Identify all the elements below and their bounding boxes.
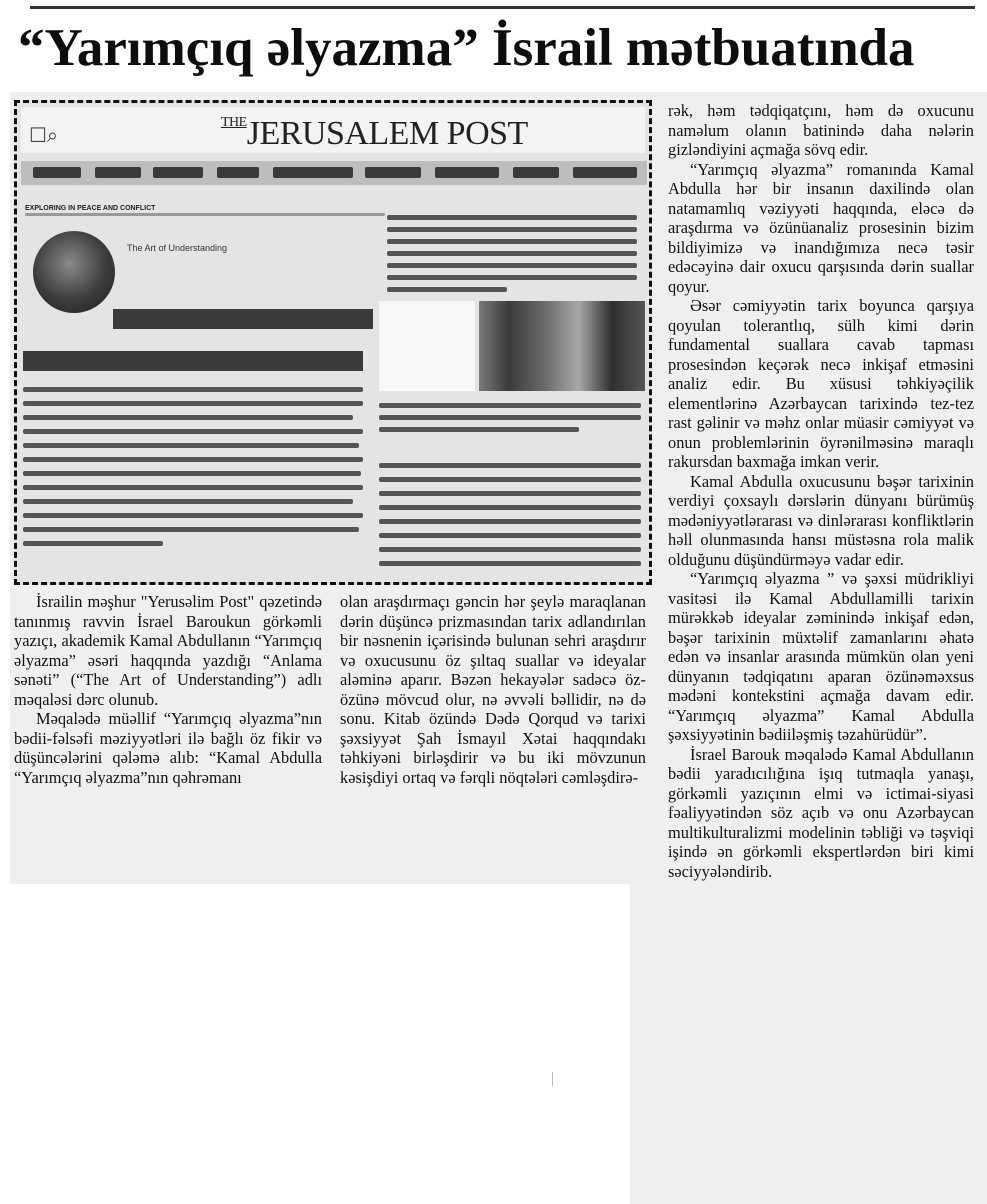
article-photo [479, 301, 645, 391]
author-avatar [33, 231, 115, 313]
paragraph: rək, həm tədqiqatçını, həm də oxucunu naməlum olanın batinində daha nələrin gizləndiyini açmağa sövq edir. [668, 101, 974, 159]
paragraph: İsrailin məşhur "Yerusəlim Post" qəzetində tanınmış ravvin İsrael Baroukun görkəmli yazıçı, akademik Kamal Abdullanın “Yarımçıq əlyazma” əsəri haqqında yazdığı “Anlama sənəti” (“The Art of Understanding”) adlı məqaləsi dərc olunub. [14, 592, 322, 709]
paragraph: Məqalədə müəllif “Yarımçıq əlyazma”nın bədii-fəlsəfi məziyyətləri ilə bağlı öz fikir və düşüncələrini qələmə alıb: “Kamal Abdulla “Yarımçıq əlyazma”nın qəhrəmanı [14, 709, 322, 787]
article-column-2 [340, 592, 646, 787]
paper-clipping-tail [630, 880, 987, 1204]
photo-caption-area [379, 301, 475, 391]
paragraph: “Yarımçıq əlyazma ” və şəxsi müdrikliyi vasitəsi ilə Kamal Abdullamilli tarixin mürəkkəb ideyalar zəminində inkişaf edən, bəşər tarixinin müxtəlif zamanlarını əhatə edən və insanlar arasında mümkün olan yeni dünyanın tədqiqatını aparan özünəməxsus mədəni kontekstini açmağa davam edir. “Yarımçıq əlyazma” Kamal Abdulla şəxsiyyətinin bədiiləşmiş təzahürüdür”. [668, 569, 974, 744]
menu-search-icon: ☐⌕ [29, 125, 59, 147]
article-column-3 [668, 101, 974, 881]
site-logo: $^{THE}$JERUSALEM POST [221, 115, 528, 152]
top-rule [30, 6, 975, 9]
newspaper-figure [14, 100, 652, 585]
share-bar [113, 309, 373, 329]
paragraph: Əsər cəmiyyətin tarix boyunca qarşıya qoyulan tolerantlıq, sülh kimi dərin fundamental suallara cavab tapması prosesindən keçərək necə inkişaf etməsini analiz edir. Bu xüsusi təhkiyəçilik elementlərinə Azərbaycan tarixində tez-tez rast gəlinir və məhz onlar müasir cəmiyyət və onun problemlərinin öyrənilməsinə maraqlı rakursdan baxmağa imkan verir. [668, 296, 974, 471]
paragraph: olan araşdırmaçı gəncin hər şeylə maraqlanan dərin düşüncə prizmasından tarix adlandırılan bir nəsnenin içərisində bulunan sehri araşdırır və oxucusunu öz şıltaq suallar və ideyalar aləminə aparır. Bəzən hekayələr sadəcə öz-özünə mövcud olur, nə əvvəli bəllidir, nə də sonu. Kitab özündə Dədə Qorqud və tarixi şəxsiyyət Şah İsmayıl Xətai haqqındakı təhkiyəni birləşdirir və bu iki mövzunun kəsişdiyi ortaq və fərqli nöqtələri cəmləşdirə- [340, 592, 646, 787]
paragraph: İsrael Barouk məqalədə Kamal Abdullanın bədii yaradıcılığına işıq tutmaqla yanaşı, görkəmli yazıçının elmi və ictimai-siyasi fəaliyyətindən söz açıb və onu Azərbaycan multikulturalizmi modelinin təbliği və təşviqi işində ən görkəmli ekspertlərdən biri kimi səciyyələndirib. [668, 744, 974, 881]
paragraph: “Yarımçıq əlyazma” romanında Kamal Abdulla hər bir insanın daxilində olan natamamlıq vəziyyəti haqqında, eləcə də araşdırma və özünüanaliz prosesinin bizim bildiyimizə və inandığımıza necə təsir edəcəyinə dair oxucu qarşısında dərin suallar qoyur. [668, 159, 974, 296]
share-bar-2 [23, 351, 363, 371]
headline: “Yarımçıq əlyazma” İsrail mətbuatında [18, 19, 915, 77]
site-header [21, 107, 645, 153]
article-title: The Art of Understanding [127, 243, 228, 253]
article-column-1 [14, 592, 322, 787]
paper-speck [552, 1072, 553, 1086]
site-nav [21, 161, 647, 185]
paragraph: Kamal Abdulla oxucusunu bəşər tarixinin verdiyi çoxsaylı dərslərin dünyanı bürümüş mədəniyyətlərarası və dinlərarası konfliktlərin həll olunmasında hansı müstəsna rola malik olduğunu düşündürməyə vadar edir. [668, 471, 974, 569]
section-label: EXPLORING IN PEACE AND CONFLICT [25, 205, 156, 212]
